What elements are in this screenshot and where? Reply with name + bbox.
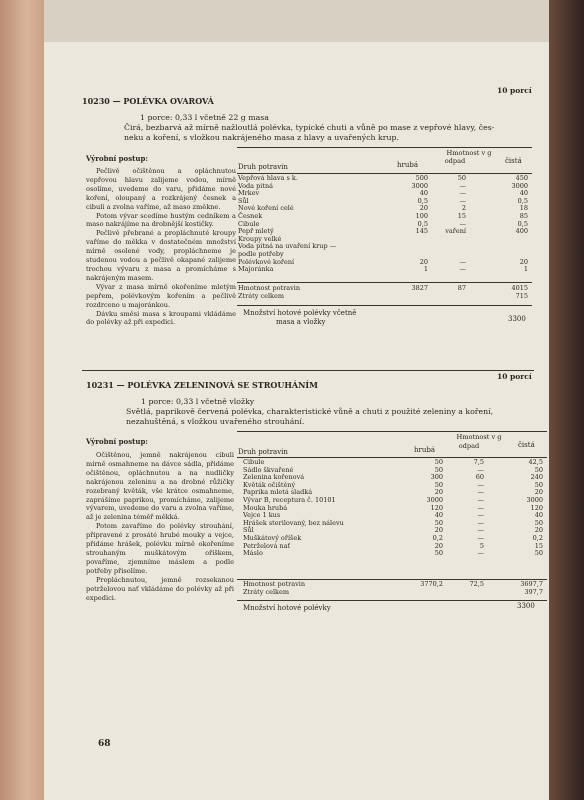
recipe2-table-header-rule — [237, 457, 547, 458]
ingredient-row — [243, 520, 543, 528]
waste-weight: 60 — [475, 473, 484, 482]
recipe1-gross-header: hrubá — [397, 161, 419, 169]
recipe1-final-name-2: masa a vložky — [276, 318, 326, 326]
page-number: 68 — [98, 739, 111, 749]
ingredient-name: Hmotnost potravin — [243, 580, 306, 588]
net-weight: 42,5 — [528, 458, 543, 466]
ingredient-name: Paprika mletá sladká — [243, 488, 313, 497]
recipe1-portions: 10 porcí — [497, 86, 532, 95]
gross-weight: 500 — [415, 174, 428, 182]
recipe2-weight-header: Hmotnost v g — [456, 433, 502, 441]
ingredient-name: Nové koření celé — [238, 204, 294, 213]
gross-weight: 300 — [430, 473, 443, 482]
ingredient-row — [238, 213, 528, 221]
recipe2-title: 10231 — POLÉVKA ZELENINOVÁ SE STROUHÁNÍM — [86, 380, 319, 390]
recipe2-final-rule — [237, 600, 547, 601]
net-weight: 3000 — [526, 495, 543, 504]
waste-weight: — — [477, 465, 484, 474]
recipe2-final-net: 3300 — [517, 602, 535, 610]
net-weight: 0,5 — [517, 196, 528, 205]
net-weight: 40 — [534, 511, 543, 520]
recipe1-final-rule — [237, 305, 532, 306]
net-weight — [480, 236, 528, 244]
gross-weight: 3770,2 — [420, 580, 443, 588]
gross-weight: 20 — [419, 204, 428, 213]
recipe2-procedure-p1: Očištěnou, jemně nakrájenou cibuli mírně osmahneme na dávce sádla, přidáme očištěnou, opláchnutou a na nudličky nakrájenou zeleninu a na drobné růžičky rozebraný květák, vše krátce osmahneme, zaprášíme paprikou, promícháme, zalijeme vývarem, uvedeme do varu a zvolna vaříme, až je zelenina téměř měkká. — [86, 451, 234, 522]
net-weight: 50 — [534, 480, 543, 489]
net-weight: 18 — [519, 204, 528, 213]
net-weight: 50 — [534, 465, 543, 474]
recipe2-gross-header: hrubá — [414, 446, 436, 454]
ingredient-name: Majoránka — [238, 265, 274, 274]
waste-weight: — — [477, 503, 484, 512]
recipe1-final-net: 3300 — [508, 315, 526, 323]
recipe2-waste-header: odpad — [458, 442, 480, 450]
gross-weight — [388, 243, 428, 251]
ingredient-name: Muškátový oříšek — [243, 533, 302, 542]
recipe2-totals-table — [243, 581, 543, 596]
recipe1-procedure-p5: Dávku směsi masa s kroupami vkládáme do polévky až při expedici. — [86, 309, 236, 327]
net-weight: 450 — [515, 174, 528, 182]
gross-weight: 120 — [430, 503, 443, 512]
ingredient-name: Pepř mletý — [238, 227, 274, 236]
waste-weight: — — [477, 480, 484, 489]
ingredient-name: Máslo — [243, 549, 263, 558]
recipe2-name-header: Druh potravin — [238, 448, 288, 456]
recipe1-waste-header: odpad — [444, 157, 466, 165]
ingredient-row — [238, 259, 528, 267]
net-weight: 50 — [534, 549, 543, 558]
ingredient-name: Voda pitná na uvaření krup — — [238, 242, 337, 251]
recipe1-procedure-p1: Pečlivě očištěnou a opláchnutou vepřovou hlavu zalijeme vodou, mírně osolíme, uvedeme do varu, přidáme nové koření, oloupaný a rozkrájený česnek a cibuli a zvolna vaříme, až maso změkne. — [86, 167, 236, 211]
net-weight: 85 — [519, 211, 528, 220]
gross-weight: 1 — [423, 265, 428, 274]
gross-weight: 50 — [434, 518, 443, 527]
ingredient-row — [243, 550, 543, 558]
page-top-strip — [44, 0, 549, 42]
ingredient-name: Polévkové koření — [238, 257, 295, 266]
recipe1-procedure — [86, 167, 236, 327]
waste-weight: — — [459, 257, 466, 266]
ingredient-name: Vepřová hlava s k. — [238, 174, 298, 182]
waste-weight: — — [477, 518, 484, 527]
recipe2-description-2: nezahuštěná, s vložkou uvařeného strouhání. — [126, 417, 305, 426]
net-weight: 20 — [534, 488, 543, 497]
recipe1-net-header: čistá — [505, 157, 522, 165]
waste-weight: — — [459, 181, 466, 190]
page-right-edge — [549, 0, 584, 800]
ingredient-row — [238, 183, 528, 191]
ingredient-name: Květák očištěný — [243, 480, 296, 489]
ingredient-name: Ztráty celkem — [243, 587, 289, 596]
recipe1-procedure-p2: Potom vývar scedíme hustým cedníkem a maso nakrájíme na drobnější kostičky. — [86, 211, 236, 229]
ingredient-name: Cibule — [238, 219, 260, 228]
waste-weight: vaření — [445, 227, 466, 236]
gross-weight: 145 — [415, 227, 428, 236]
recipe2-procedure-p3: Propláchnutou, jemně rozsekanou petrželovou nať vkládáme do polévky až při expedici. — [86, 575, 234, 602]
recipe2-final-name: Množství hotové polévky — [243, 604, 331, 612]
recipe1-weight-header: Hmotnost v g — [446, 149, 492, 157]
net-weight: 40 — [519, 189, 528, 198]
ingredient-name: Sůl — [243, 526, 254, 535]
ingredient-row — [243, 543, 543, 551]
recipe2-description-1: Světlá, paprikově červená polévka, charakteristické vůně a chuti z použité zeleniny a koření, — [126, 407, 494, 416]
gross-weight: 20 — [434, 541, 443, 550]
net-weight: 20 — [534, 526, 543, 535]
recipe1-totals-table — [238, 285, 528, 300]
ingredient-row — [238, 228, 528, 236]
ingredient-name: Ztráty celkem — [238, 291, 284, 300]
gross-weight: 20 — [434, 488, 443, 497]
recipe2-procedure — [86, 451, 234, 602]
recipe2-net-header: čistá — [518, 441, 535, 449]
waste-weight — [428, 236, 480, 244]
ingredient-row — [238, 293, 528, 301]
net-weight: 0,5 — [517, 219, 528, 228]
waste-weight — [428, 251, 480, 259]
ingredient-row — [238, 205, 528, 213]
recipe2-procedure-p2: Potom zavaříme do polévky strouhání, připravené z prosáté hrubé mouky a vejce, přidáme hrášek, polévku mírně okořeníme strouhaným muškátovým oříškem, povaříme, zjemníme máslem a podle potřeby přisolíme. — [86, 522, 234, 575]
net-weight: 0,2 — [532, 533, 543, 542]
ingredient-name: Hmotnost potravin — [238, 284, 301, 292]
page-binding — [0, 0, 44, 800]
recipe-separator — [82, 370, 534, 371]
ingredient-row — [243, 589, 543, 597]
ingredient-name: Zelenina kořenová — [243, 473, 305, 482]
ingredient-name: Vejce 1 kus — [243, 511, 281, 520]
gross-weight: 3000 — [411, 181, 428, 190]
gross-weight: 40 — [419, 189, 428, 198]
waste-weight: — — [477, 495, 484, 504]
gross-weight — [403, 589, 443, 597]
waste-weight: 15 — [457, 211, 466, 220]
waste-weight: — — [477, 533, 484, 542]
ingredient-name: Hrášek sterilovaný, bez nálevu — [243, 518, 344, 527]
waste-weight: 5 — [479, 541, 484, 550]
recipe1-procedure-title: Výrobní postup: — [86, 154, 148, 163]
net-weight: 715 — [515, 291, 528, 300]
net-weight: 3697,7 — [520, 580, 543, 588]
ingredient-name: Sůl — [238, 196, 249, 205]
gross-weight: 0,5 — [417, 219, 428, 228]
ingredient-name: Kroupy velké — [238, 234, 282, 243]
waste-weight: 50 — [457, 174, 466, 182]
ingredient-name: Česnek — [238, 211, 263, 220]
recipe1-totals-rule — [237, 282, 532, 283]
recipe1-procedure-p3: Pečlivě přebrané a propláchnuté kroupy vaříme do měkka v dostatečném množství mírně osolené vody, propláchneme je studenou vodou a pečlivě okapané zalijeme trochou vývaru z masa a promícháme s nakrájeným masem. — [86, 229, 236, 282]
net-weight: 120 — [530, 503, 543, 512]
ingredient-row — [243, 497, 543, 505]
recipe2-portion-line: 1 porce: 0,33 l včetně vložky — [141, 397, 255, 406]
waste-weight — [428, 293, 480, 301]
waste-weight — [443, 589, 498, 597]
waste-weight: — — [477, 549, 484, 558]
gross-weight: 0,5 — [417, 196, 428, 205]
net-weight: 3000 — [511, 181, 528, 190]
gross-weight — [388, 236, 428, 244]
gross-weight: 20 — [419, 257, 428, 266]
net-weight: 397,7 — [524, 587, 543, 596]
recipe2-portions: 10 porcí — [497, 372, 532, 381]
waste-weight: — — [459, 219, 466, 228]
net-weight: 15 — [534, 541, 543, 550]
waste-weight: — — [459, 196, 466, 205]
net-weight: 50 — [534, 518, 543, 527]
gross-weight: 50 — [434, 549, 443, 558]
waste-weight: — — [459, 189, 466, 198]
ingredient-name: Petrželová nať — [243, 541, 291, 550]
recipe1-description-2: neku a koření, s vložkou nakrájeného masa z hlavy a uvařených krup. — [124, 133, 399, 142]
gross-weight: 40 — [434, 511, 443, 520]
gross-weight: 0,2 — [432, 533, 443, 542]
net-weight: 1 — [523, 265, 528, 274]
ingredient-name: Voda pitná — [238, 181, 274, 190]
net-weight: 240 — [530, 473, 543, 482]
ingredient-name: Sádlo škvařené — [243, 465, 294, 474]
recipe2-procedure-title: Výrobní postup: — [86, 437, 148, 446]
waste-weight: 2 — [461, 204, 466, 213]
recipe1-final-name: Množství hotové polévky včetně — [243, 309, 357, 317]
gross-weight: 100 — [415, 211, 428, 220]
ingredient-row — [238, 190, 528, 198]
recipe1-name-header: Druh potravin — [238, 163, 288, 171]
ingredient-row — [238, 175, 528, 183]
waste-weight: — — [477, 488, 484, 497]
gross-weight: 3827 — [411, 284, 428, 292]
recipe1-table-top-rule — [237, 147, 532, 148]
gross-weight — [388, 293, 428, 301]
net-weight — [480, 243, 528, 251]
ingredient-name: Cibule — [243, 458, 265, 466]
gross-weight: 50 — [434, 458, 443, 466]
ingredient-name: Mouka hrubá — [243, 503, 288, 512]
waste-weight: 7,5 — [473, 458, 484, 466]
net-weight: 4015 — [511, 284, 528, 292]
gross-weight: 50 — [434, 465, 443, 474]
recipe1-description-1: Čirá, bezbarvá až mírně nažloutlá polévka, typické chuti a vůně po mase z vepřové hlavy, čes- — [124, 123, 495, 132]
ingredient-row — [238, 221, 528, 229]
recipe2-ingredients-table — [243, 459, 543, 558]
ingredient-name: Mrkev — [238, 189, 260, 198]
ingredient-name: Vývar B, receptura č. 10101 — [243, 495, 336, 504]
recipe2-table-top-rule — [237, 431, 547, 432]
ingredient-row — [243, 505, 543, 513]
recipe1-title: 10230 — POLÉVKA OVAROVÁ — [82, 96, 214, 106]
recipe1-portion-line: 1 porce: 0,33 l včetně 22 g masa — [140, 113, 269, 122]
gross-weight: 3000 — [426, 495, 443, 504]
recipe1-ingredients-table — [238, 175, 528, 274]
waste-weight — [428, 243, 480, 251]
waste-weight: — — [477, 511, 484, 520]
gross-weight: 20 — [434, 526, 443, 535]
net-weight: 20 — [519, 257, 528, 266]
waste-weight: — — [477, 526, 484, 535]
waste-weight: — — [459, 265, 466, 274]
ingredient-row — [238, 266, 528, 274]
recipe1-procedure-p4: Vývar z masa mírně okořeníme mletým pepřem, polévkovým kořením a pečlivě rozdrceno u majoránkou. — [86, 282, 236, 309]
waste-weight: 87 — [457, 284, 466, 292]
book-page — [44, 0, 549, 800]
waste-weight: 72,5 — [469, 580, 484, 588]
gross-weight: 50 — [434, 480, 443, 489]
ingredient-name: podle potřeby — [238, 249, 284, 258]
net-weight: 400 — [515, 227, 528, 236]
